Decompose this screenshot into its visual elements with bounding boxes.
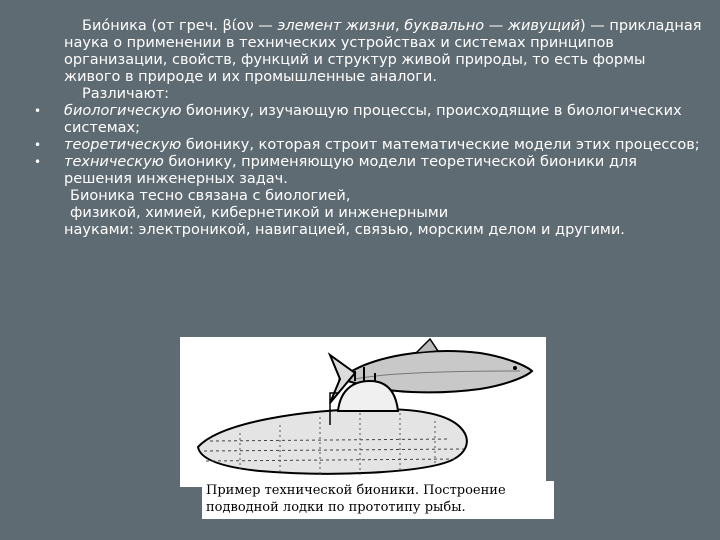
figure-caption xyxy=(202,481,554,519)
bullet-term: техническую xyxy=(64,154,164,170)
intro-paren-open: (от греч. xyxy=(146,18,223,34)
bullet-term: биологическую xyxy=(64,103,182,119)
meaning-1: элемент жизни xyxy=(277,18,396,34)
closing-line-2: физикой, химией, кибернетикой и инженерными xyxy=(70,205,449,221)
bullet-icon: • xyxy=(34,155,42,169)
bullet-list xyxy=(34,103,704,188)
bullet-text: бионику, изучающую процессы, происходящие в биологических системах; xyxy=(64,103,682,136)
intro-dash-1: — xyxy=(253,18,278,34)
closing-line-1: Бионика тесно связана с биологией, xyxy=(70,188,351,204)
figure-image xyxy=(180,337,546,487)
intro-comma: , xyxy=(395,18,405,34)
list-item xyxy=(34,103,704,137)
intro-paren-close: ) — xyxy=(580,18,610,34)
caption-line-1: Пример технической бионики. Построение xyxy=(206,483,506,498)
intro-dash-2: — xyxy=(484,18,508,34)
list-item xyxy=(34,137,704,154)
distinguish-label: Различают: xyxy=(82,86,170,102)
list-item xyxy=(34,154,704,188)
bullet-term: теоретическую xyxy=(64,137,182,153)
slide-text xyxy=(34,18,704,239)
bullet-text: бионику, которая строит математические модели этих процессов; xyxy=(181,137,700,153)
bullet-icon: • xyxy=(34,138,42,152)
greek-word: βίον xyxy=(222,18,254,34)
literally: буквально xyxy=(404,18,485,34)
definition-text: прикладная наука о применении в технических устройствах и системах принципов организации, свойств, функций и структур живой природы, то есть формы живого в природе и их промышленные аналоги. xyxy=(64,18,702,85)
bullet-text: бионику, применяющую модели теоретической бионики для решения инженерных задач. xyxy=(64,154,637,187)
intro-paragraph xyxy=(64,18,704,86)
closing-line-3: науками: электроникой, навигацией, связью, морским делом и другими. xyxy=(64,222,625,238)
meaning-2: живущий xyxy=(507,18,580,34)
caption-line-2: подводной лодки по прототипу рыбы. xyxy=(206,500,466,515)
fish-submarine-drawing xyxy=(180,337,546,487)
term-bionics: Био́ника xyxy=(82,18,147,34)
bullet-icon: • xyxy=(34,104,42,118)
